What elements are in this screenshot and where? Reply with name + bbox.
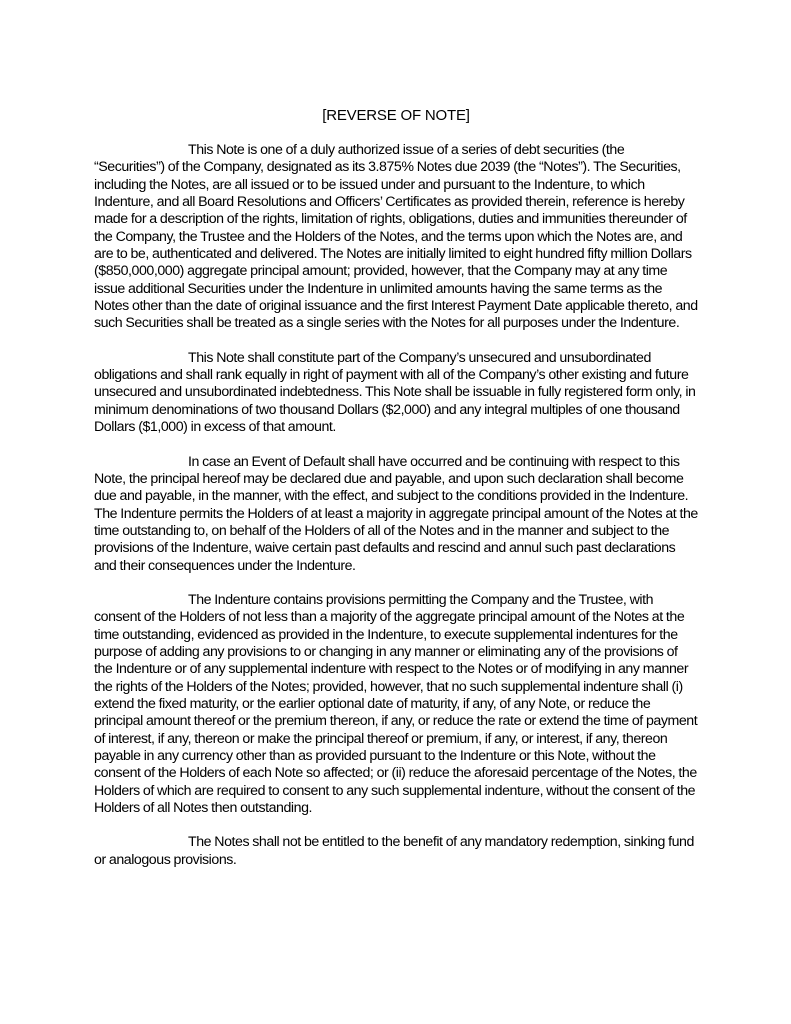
paragraph-securities: This Note is one of a duly authorized issue of a series of debt securities (the “Securities”) of the Company, designated as its 3.875% Notes due 2039 (the “Notes”). The Securities, including the Notes, are all issued or to be issued under and pursuant to the Indenture, to which Indenture, and all Board Resolutions and Officers’ Certificates as provided therein, reference is hereby made for a description of the rights, limitation of rights, obligations, duties and immunities thereunder of the Company, the Trustee and the Holders of the Notes, and the terms upon which the Notes are, and are to be, authenticated and delivered. The Notes are initially limited to eight hundred fifty million Dollars ($850,000,000) aggregate principal amount; provided, however, that the Company may at any time issue additional Securities under the Indenture in unlimited amounts having the same terms as the Notes other than the date of original issuance and the first Interest Payment Date applicable thereto, and such Securities shall be treated as a single series with the Notes for all purposes under the Indenture. [94, 142, 698, 332]
paragraph-ranking: This Note shall constitute part of the Company’s unsecured and unsubordinated obligations and shall rank equally in right of payment with all of the Company’s other existing and future unsecured and unsubordinated indebtedness. This Note shall be issuable in fully registered form only, in minimum denominations of two thousand Dollars ($2,000) and any integral multiples of one thousand Dollars ($1,000) in excess of that amount. [94, 349, 696, 436]
paragraph-mandatory-redemption: The Notes shall not be entitled to the benefit of any mandatory redemption, sinking fund or analogous provisions. [94, 834, 694, 868]
document-page [94, 107, 698, 886]
paragraph-supplemental-indentures: The Indenture contains provisions permitting the Company and the Trustee, with consent of the Holders of not less than a majority of the aggregate principal amount of the Notes at the time outstanding, evidenced as provided in the Indenture, to execute supplemental indentures for the purpose of adding any provisions to or changing in any manner or eliminating any of the provisions of the Indenture or of any supplemental indenture with respect to the Notes or of modifying in any manner the rights of the Holders of the Notes; provided, however, that no such supplemental indenture shall (i) extend the fixed maturity, or the earlier optional date of maturity, if any, of any Note, or reduce the principal amount thereof or the premium thereon, if any, or reduce the rate or extend the time of payment of interest, if any, thereon or make the principal thereof or premium, if any, or interest, if any, thereon payable in any currency other than as provided pursuant to the Indenture or this Note, without the consent of the Holders of each Note so affected; or (ii) reduce the aforesaid percentage of the Notes, the Holders of which are required to consent to any such supplemental indenture, without the consent of the Holders of all Notes then outstanding. [94, 591, 698, 817]
document-heading: [REVERSE OF NOTE] [322, 107, 470, 124]
paragraph-event-of-default: In case an Event of Default shall have occurred and be continuing with respect to this Note, the principal hereof may be declared due and payable, and upon such declaration shall become due and payable, in the manner, with the effect, and subject to the conditions provided in the Indenture. The Indenture permits the Holders of at least a majority in aggregate principal amount of the Notes at the time outstanding to, on behalf of the Holders of all of the Notes and in the manner and subject to the provisions of the Indenture, waive certain past defaults and rescind and annul such past declarations and their consequences under the Indenture. [94, 453, 698, 574]
